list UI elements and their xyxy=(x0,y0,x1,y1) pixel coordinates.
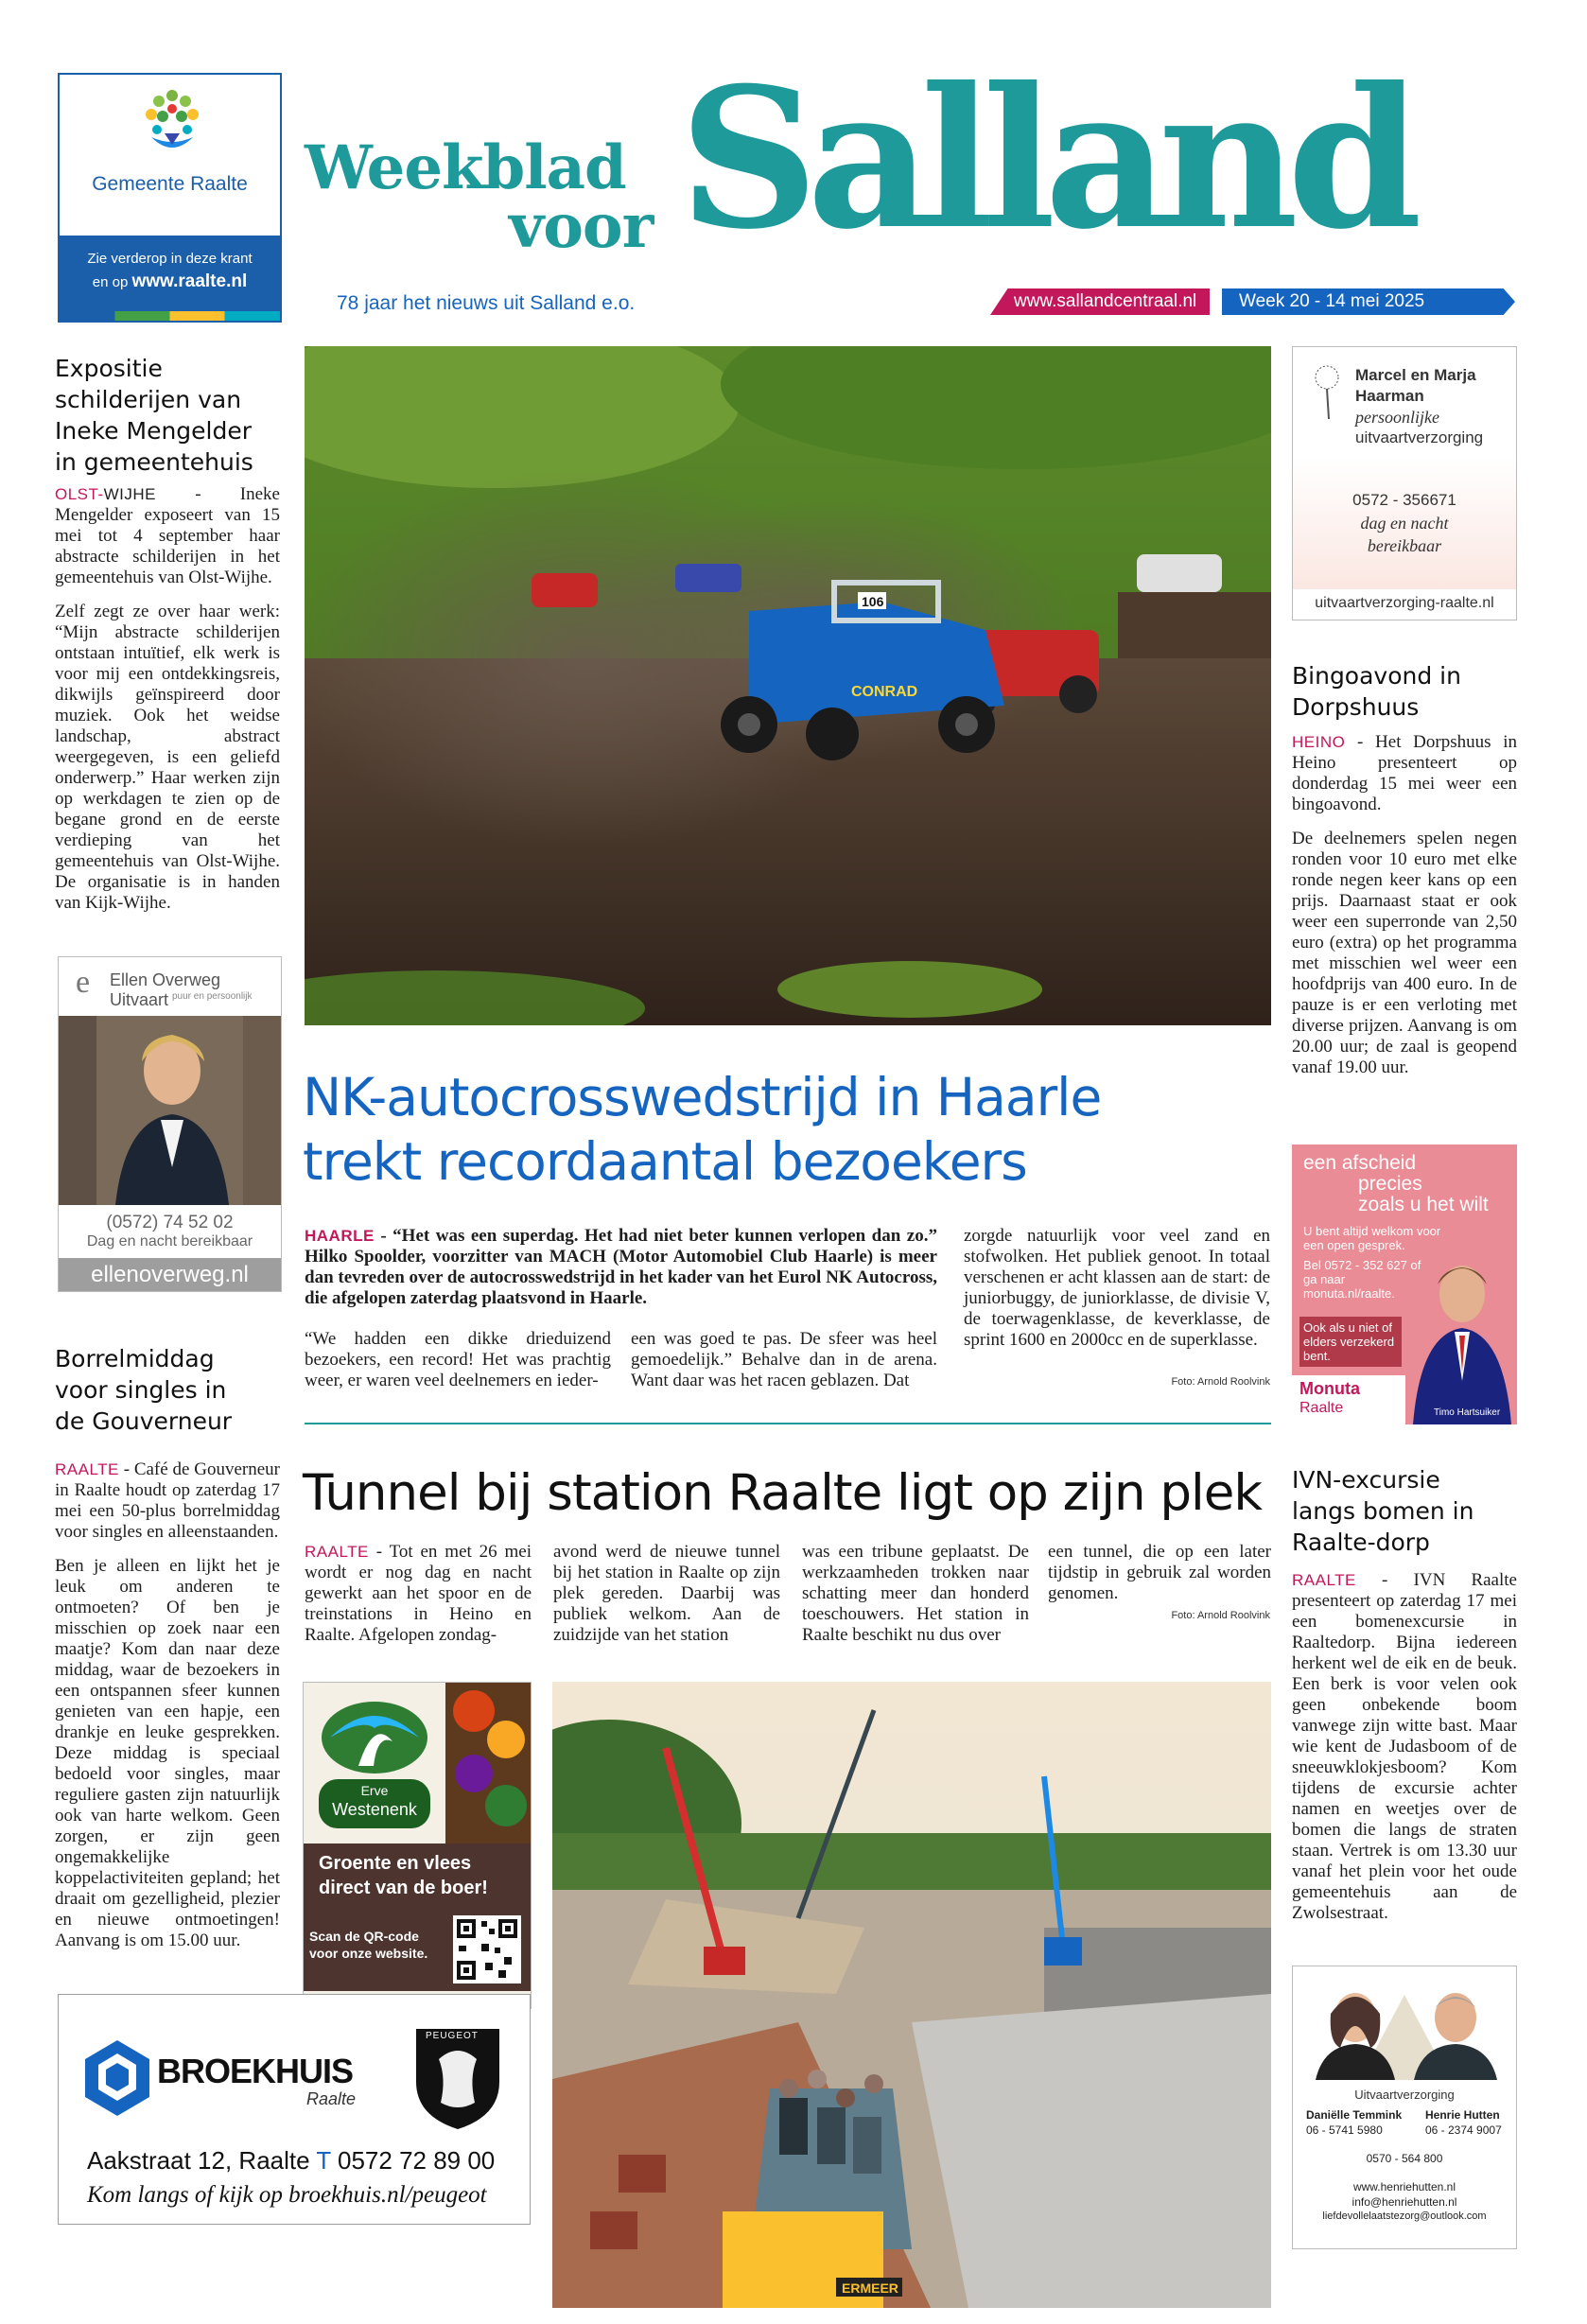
gemeente-banner-line2 xyxy=(60,271,280,292)
erve-logo-icon xyxy=(321,1700,428,1775)
race-sponsor: CONRAD xyxy=(851,684,918,700)
main-headline-line1: NK-autocrosswedstrijd in Haarle xyxy=(303,1067,1102,1127)
ellen-url[interactable]: ellenoverweg.nl xyxy=(91,1262,249,1287)
tunnel-col4: een tunnel, die op een later tijdstip in gebruik zal worden genomen. xyxy=(1048,1542,1271,1603)
main-photo-credit: Foto: Arnold Roolvink xyxy=(1171,1376,1270,1388)
gemeente-logo-icon xyxy=(138,88,206,160)
gemeente-raalte-ad[interactable] xyxy=(58,73,282,323)
broekhuis-tel-label: T xyxy=(316,2146,331,2175)
main-headline xyxy=(303,1065,1101,1194)
ellen-phone: (0572) 74 52 02 xyxy=(106,1213,234,1232)
erve-qr-text1: Scan de QR-code xyxy=(309,1929,419,1944)
monuta-text2[interactable]: Bel 0572 - 352 627 of ga naar monuta.nl/raalte. xyxy=(1303,1258,1421,1301)
tunnel-photo-credit: Foto: Arnold Roolvink xyxy=(1171,1610,1270,1621)
ellen-avail: Dag en nacht bereikbaar xyxy=(86,1233,253,1249)
erve-slogan1: Groente en vlees xyxy=(319,1853,472,1874)
tunnel-col3: was een tribune geplaatst. De werkzaamheden trokken naar schatting meer dan honderd toeschouwers. Het station in Raalte beschikt nu dus over xyxy=(802,1542,1029,1645)
ellen-name: Ellen Overweg Uitvaart xyxy=(110,970,221,1009)
gemeente-banner-prefix: en op xyxy=(92,274,129,290)
gemeente-name: Gemeente Raalte xyxy=(92,173,248,195)
broekhuis-place: Raalte xyxy=(306,2089,357,2108)
peugeot-label: PEUGEOT xyxy=(426,2031,479,2041)
masthead-week: Week 20 - 14 mei 2025 xyxy=(1239,291,1425,311)
expositie-headline: Expositie schilderijen van Ineke Mengelder in gemeentehuis xyxy=(55,355,253,476)
haarman-avail1: dag en nacht xyxy=(1360,514,1449,533)
masthead-word-weekblad: Weekblad xyxy=(305,132,626,203)
hutten-url3[interactable]: liefdevollelaatstezorg@outlook.com xyxy=(1322,2210,1487,2222)
ellen-sub: puur en persoonlijk xyxy=(172,991,253,1002)
hutten-portraits xyxy=(1302,1976,1507,2080)
monuta-line2: precies xyxy=(1358,1173,1422,1195)
ellen-logo-e-icon: e xyxy=(76,965,91,1000)
haarman-script: persoonlijke xyxy=(1355,408,1439,427)
bingo-location: HEINO xyxy=(1292,733,1346,751)
monuta-text1: U bent altijd welkom voor een open gesprek. xyxy=(1303,1224,1441,1252)
gemeente-url[interactable]: www.raalte.nl xyxy=(131,271,248,291)
erve-vegetables-image xyxy=(445,1683,531,1843)
expositie-body xyxy=(55,484,280,927)
ivn-location: RAALTE xyxy=(1292,1571,1356,1589)
broekhuis-ad[interactable] xyxy=(58,1994,531,2225)
broekhuis-address-line xyxy=(87,2146,495,2175)
monuta-ad[interactable] xyxy=(1292,1145,1517,1424)
hutten-url2[interactable]: info@henriehutten.nl xyxy=(1352,2195,1457,2209)
main-lead xyxy=(305,1226,937,1309)
haarman-dandelion-icon xyxy=(1308,362,1346,419)
haarman-ad[interactable] xyxy=(1292,346,1517,620)
monuta-text3: Ook als u niet of elders verzekerd bent. xyxy=(1299,1317,1402,1367)
expositie-location: OLST- xyxy=(55,485,104,503)
borrel-location: RAALTE xyxy=(55,1460,119,1478)
race-number: 106 xyxy=(862,594,884,609)
gemeente-banner-line1: Zie verderop in deze krant xyxy=(87,251,253,267)
autocross-photo xyxy=(305,346,1271,1025)
ivn-lead: - IVN Raalte presenteert op zaterdag 17 mei een bomenexcursie in Raaltedorp. Bijna iedereen herkent wel de eik en de beuk. Een berk is voor velen ook geen onbekende boom vanwege zijn witte bast. Maar wie kent de Judasboom of de sneeuwklokjesboom? Kom tijdens de excursie achter namen en weetjes over de bomen die langs de straten staan. Vertrek is om 13.30 uur vanaf het plein voor het oude gemeentehuis aan de Zwolsestraat. xyxy=(1292,1570,1517,1923)
bingo-lead: - Het Dorpshuus in Heino presenteert op donderdag 15 mei weer een bingoavond. xyxy=(1292,732,1517,814)
hutten-person2: Henrie Hutten xyxy=(1425,2108,1500,2122)
broekhuis-brand: BROEKHUIS xyxy=(157,2052,354,2090)
hutten-phone2[interactable]: 06 - 2374 9007 xyxy=(1425,2123,1502,2137)
tunnel-col2: avond werd de nieuwe tunnel bij het station in Raalte op zijn plek gereden. Daarbij was publiek welkom. Aan de zuidzijde van het station xyxy=(553,1542,780,1645)
main-divider xyxy=(305,1423,1271,1424)
hutten-title: Uitvaartverzorging xyxy=(1354,2088,1455,2102)
hutten-url1[interactable]: www.henriehutten.nl xyxy=(1352,2180,1456,2193)
haarman-avail2: bereikbaar xyxy=(1367,536,1442,555)
monuta-brand: Monuta xyxy=(1299,1379,1360,1398)
masthead-word-voor: voor xyxy=(509,191,654,262)
main-col2: een was goed te pas. De sfeer was heel gemoedelijk.” Behalve dan in de arena. Want daar was het racen geblazen. Dat xyxy=(631,1329,937,1390)
broekhuis-cta[interactable]: Kom langs of kijk op broekhuis.nl/peugeot xyxy=(87,2182,487,2208)
erve-qr-text2: voor onze website. xyxy=(309,1946,428,1961)
expositie-p2: Zelf zegt ze over haar werk: “Mijn abstracte schilderijen ontstaan intuïtief, elk werk is voor mij een ontdekkingsreis, dikwijls geïnspireerd door muziek. Ook het weidse landschap, abstract weergegeven, is een geliefd onderwerp.” Haar werken zijn op werkdagen te zien op de begane grond en de eerste verdieping van het gemeentehuis van Olst-Wijhe. De organisatie is in handen van Kijk-Wijhe. xyxy=(55,602,280,913)
masthead-tagline: 78 jaar het nieuws uit Salland e.o. xyxy=(337,292,636,314)
haarman-phone[interactable]: 0572 - 356671 xyxy=(1352,491,1456,509)
tunnel-photo-sign: ERMEER xyxy=(842,2280,898,2296)
expositie-lead: - Ineke Mengelder exposeert van 15 mei tot 4 september haar abstracte schilderijen in het gemeentehuis van Olst-Wijhe. xyxy=(55,484,280,587)
main-lead-text: - “Het was een superdag. Het had niet beter kunnen verlopen dan zo.” Hilko Spoolder, voorzitter van MACH (Motor Automobiel Club Haarle) is meer dan tevreden over de autocrosswedstrijd in het kader van het Eurol NK Autocross, die afgelopen zaterdag plaatsvond in Haarle. xyxy=(305,1226,937,1308)
main-location: HAARLE xyxy=(305,1227,375,1245)
haarman-name1: Marcel en Marja xyxy=(1355,366,1476,384)
main-col3: zorgde natuurlijk voor veel zand en stofwolken. Het publiek genoot. In totaal verschenen er acht klassen aan de start: de juniorbuggy, de juniorklasse, de divisie V, de toerwagenklasse, de keverklasse, de sprint 1600 en 2000cc en de superklasse. xyxy=(964,1226,1270,1350)
monuta-person-photo xyxy=(1405,1249,1517,1424)
erve-westenenk-ad[interactable] xyxy=(303,1682,532,2009)
expositie-location-2: WIJHE xyxy=(103,485,157,503)
hutten-office-phone[interactable]: 0570 - 564 800 xyxy=(1366,2152,1443,2165)
borrel-p2: Ben je alleen en lijkt het je leuk om anderen te ontmoeten? Of ben je misschien op zoek naar een maatje? Kom dan naar deze middag, waar de bezoekers in een ontspannen sfeer kunnen genieten van een hapje, een drankje en leuke gesprekken. Deze middag is speciaal bedoeld voor singles, maar reguliere gasten zijn natuurlijk ook van harte welkom. Geen zorgen, er zijn geen ongemakkelijke koppelactiviteiten gepland; het draait om gezelligheid, plezier en nieuwe ontmoetingen! Aanvang is om 15.00 uur. xyxy=(55,1556,280,1950)
tunnel-location: RAALTE xyxy=(305,1543,369,1561)
hutten-person1: Daniëlle Temmink xyxy=(1306,2108,1403,2122)
monuta-person-name: Timo Hartsuiker xyxy=(1434,1407,1501,1418)
gemeente-color-stripe xyxy=(60,311,280,321)
erve-name1: Erve xyxy=(360,1783,389,1798)
borrel-body xyxy=(55,1459,280,1965)
erve-qr-code[interactable] xyxy=(453,1915,521,1983)
masthead-website[interactable]: www.sallandcentraal.nl xyxy=(1014,291,1197,311)
monuta-place: Raalte xyxy=(1299,1400,1344,1416)
broekhuis-logo-icon xyxy=(85,2040,149,2116)
ivn-headline: IVN-excursie langs bomen in Raalte-dorp xyxy=(1292,1466,1474,1556)
borrel-lead: - Café de Gouverneur in Raalte houdt op zaterdag 17 mei een 50-plus borrelmiddag voor singles en alleenstaanden. xyxy=(55,1459,280,1542)
erve-slogan2: direct van de boer! xyxy=(319,1878,488,1898)
ellen-portrait xyxy=(59,1016,281,1205)
broekhuis-phone[interactable]: 0572 72 89 00 xyxy=(338,2146,496,2175)
haarman-name2: Haarman xyxy=(1355,387,1424,405)
hutten-phone1[interactable]: 06 - 5741 5980 xyxy=(1306,2123,1383,2137)
monuta-line1: een afscheid xyxy=(1303,1152,1417,1174)
ellen-overweg-ad[interactable] xyxy=(58,956,282,1292)
bingo-body xyxy=(1292,732,1517,1092)
tunnel-col1 xyxy=(305,1542,532,1646)
haarman-service: uitvaartverzorging xyxy=(1355,428,1484,446)
main-headline-line2: trekt recordaantal bezoekers xyxy=(303,1131,1027,1192)
borrel-headline: Borrelmiddag voor singles in de Gouverneur xyxy=(55,1345,233,1435)
tunnel-photo xyxy=(552,1682,1271,2308)
bingo-headline: Bingoavond in Dorpshuus xyxy=(1292,662,1461,721)
erve-name2: Westenenk xyxy=(332,1800,417,1819)
haarman-url[interactable]: uitvaartverzorging-raalte.nl xyxy=(1315,595,1494,611)
ivn-body xyxy=(1292,1570,1517,1937)
main-col1: “We hadden een dikke drieduizend bezoekers, een record! Het was prachtig weer, er waren veel deelnemers en ieder- xyxy=(305,1329,611,1390)
monuta-line3: zoals u het wilt xyxy=(1358,1194,1489,1215)
tunnel-col1-text: - Tot en met 26 mei wordt er nog dag en nacht gewerkt aan het spoor en de treinstations in Heino en Raalte. Afgelopen zondag- xyxy=(305,1542,532,1645)
tunnel-headline: Tunnel bij station Raalte ligt op zijn plek xyxy=(303,1464,1263,1522)
bingo-p2: De deelnemers spelen negen ronden voor 10 euro met elke ronde negen keer kans op een prijs. Daarnaast staat er ook weer een superronde van 2,50 euro (extra) op het programma met misschien wel weer een hoofdprijs van 400 euro. In de pauze is er een verloting met diverse prijzen. Aanvang is om 20.00 uur; de zaal is geopend vanaf 19.00 uur. xyxy=(1292,829,1517,1077)
henrie-hutten-ad[interactable] xyxy=(1292,1966,1517,2249)
masthead-word-salland: Salland xyxy=(679,45,1411,272)
broekhuis-address: Aakstraat 12, Raalte xyxy=(87,2146,310,2175)
